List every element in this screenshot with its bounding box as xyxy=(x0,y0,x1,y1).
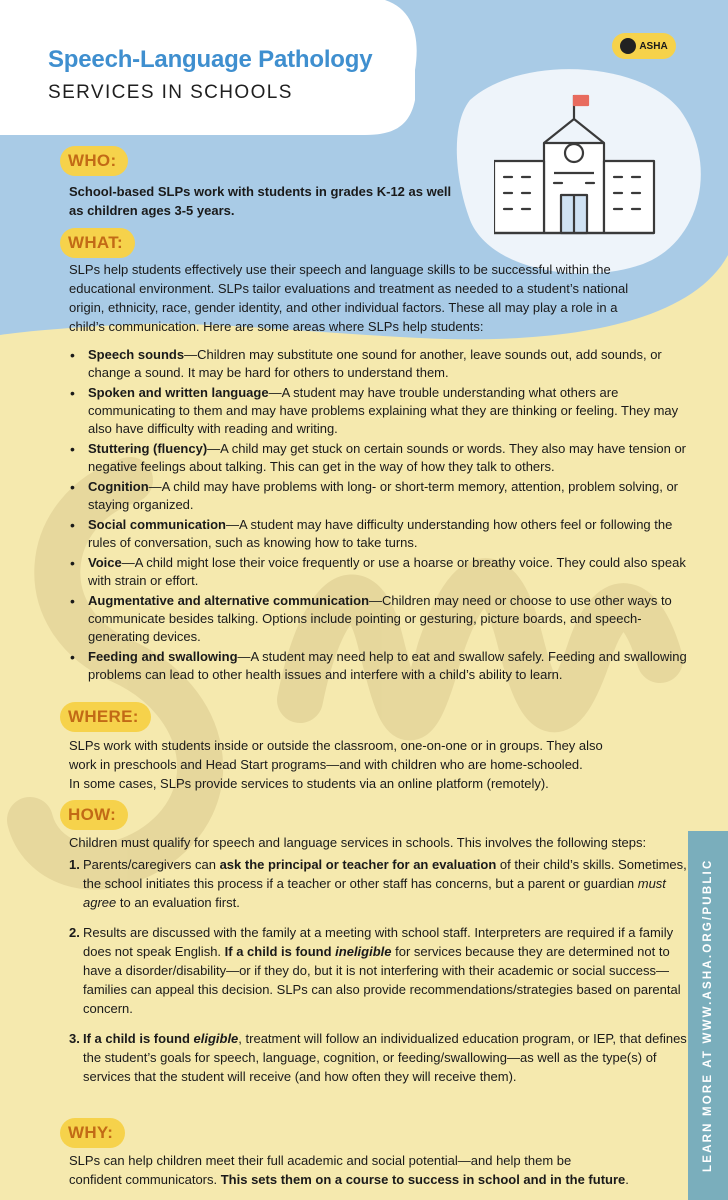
who-text xyxy=(69,182,489,220)
step-italic: ineligible xyxy=(335,944,392,959)
why-text-emphasis: This sets them on a course to success in school and in the future xyxy=(220,1172,626,1187)
list-item xyxy=(68,516,688,552)
area-text: —A child might lose their voice frequently or use a hoarse or breathy voice. They could also speak with strain or effort. xyxy=(88,555,686,588)
area-text: —A student may need help to eat and swallow safely. Feeding and swallowing problems can lead to other health issues and interfere with a child’s ability to learn. xyxy=(88,649,687,682)
what-line-2: educational environment. SLPs tailor evaluations and treatment as needed to a student’s national xyxy=(69,281,629,296)
step-emphasis: If a child is found xyxy=(83,1031,194,1046)
page-subtitle: SERVICES IN SCHOOLS xyxy=(48,82,293,103)
area-text: —A child may get stuck on certain sounds or words. They also may have tension or negative feelings about talking. This can get in the way of how they talk to others. xyxy=(88,441,687,474)
step-italic: eligible xyxy=(193,1031,239,1046)
step-text: Parents/caregivers can xyxy=(83,857,220,872)
list-item xyxy=(68,440,688,476)
who-line-1: School-based SLPs work with students in grades K-12 as well xyxy=(69,184,452,199)
area-term: Stuttering (fluency) xyxy=(88,441,208,456)
step-text: , treatment will follow an individualized education program, or IEP, that defines the student’s goals for speech, language, cognition, or feeding/swallowing—as well as the type(s) of services that the student will receive (and how often they will receive them). xyxy=(83,1031,687,1084)
list-item xyxy=(68,478,688,514)
asha-logo[interactable] xyxy=(612,33,676,59)
area-term: Social communication xyxy=(88,517,226,532)
title-block xyxy=(48,46,372,104)
asha-logo-text: ASHA xyxy=(639,40,668,52)
page-title: Speech-Language Pathology xyxy=(48,46,373,73)
what-line-3: origin, ethnicity, race, gender identity, and other individual factors. These all may play a role in a xyxy=(69,300,618,315)
step-text: Results are discussed with the family at a meeting with school staff. Interpreters are required if a family does not speak English. xyxy=(83,925,674,959)
how-heading: HOW: xyxy=(60,800,128,830)
area-term: Cognition xyxy=(88,479,149,494)
who-line-2: as children ages 3-5 years. xyxy=(69,203,235,218)
area-term: Augmentative and alternative communication xyxy=(88,593,370,608)
area-term: Speech sounds xyxy=(88,347,185,362)
list-item xyxy=(68,384,688,438)
step-number: 3. xyxy=(69,1031,80,1046)
step-2 xyxy=(69,923,689,1018)
area-text: —A student may have difficulty understanding how others feel or following the rules of conversation, such as knowing how to take turns. xyxy=(88,517,673,550)
asha-logo-mark-icon xyxy=(620,38,636,54)
area-text: —Children may need or choose to use other ways to communicate besides talking. Options include pointing or gesturing, picture boards, and speech-generating devices. xyxy=(88,593,672,644)
how-intro: Children must qualify for speech and language services in schools. This involves the following steps: xyxy=(69,835,647,850)
where-line-1: SLPs work with students inside or outside the classroom, one-on-one or in groups. They also xyxy=(69,738,603,753)
why-line-1: SLPs can help children meet their full academic and social potential—and help them be xyxy=(69,1153,572,1168)
area-term: Feeding and swallowing xyxy=(88,649,238,664)
area-term: Spoken and written language xyxy=(88,385,269,400)
step-text: of their child’s skills. Sometimes, the school initiates this process if a teacher or other staff has concerns, but a parent or guardian xyxy=(83,857,687,891)
who-heading: WHO: xyxy=(60,146,128,176)
step-text: for services because they are determined not to have a disorder/disability—or if they do, but it is not interfering with their academic or social success—families can appeal this decision. SLPs can also provide recommendations/strategies based on parental concern. xyxy=(83,944,681,1016)
area-text: —A child may have problems with long- or short-term memory, attention, problem solving, or staying organized. xyxy=(88,479,679,512)
what-line-4: child’s communication. Here are some areas where SLPs help students: xyxy=(69,319,484,334)
step-number: 1. xyxy=(69,857,80,872)
school-building-icon xyxy=(494,93,674,243)
where-heading: WHERE: xyxy=(60,702,151,732)
list-item xyxy=(68,346,688,382)
why-line-2 xyxy=(69,1170,689,1189)
list-item xyxy=(68,554,688,590)
area-text: —A student may have trouble understanding what others are communicating to them and may have problems explaining what they are thinking or feeling. They may also have difficulty with reading and writing. xyxy=(88,385,679,436)
how-steps xyxy=(69,855,689,1097)
step-emphasis: ask the principal or teacher for an evaluation xyxy=(219,857,497,872)
where-line-3: In some cases, SLPs provide services to students via an online platform (remotely). xyxy=(69,776,549,791)
why-text xyxy=(69,1151,689,1189)
where-text xyxy=(69,736,694,793)
step-text: to an evaluation first. xyxy=(116,895,240,910)
step-emphasis: If a child is found xyxy=(224,944,336,959)
step-1 xyxy=(69,855,689,912)
step-number: 2. xyxy=(69,925,80,940)
area-term: Voice xyxy=(88,555,122,570)
area-text: —Children may substitute one sound for another, leave sounds out, add sounds, or change a sound. It may be hard for others to understand them. xyxy=(88,347,662,380)
why-text-period: . xyxy=(625,1172,629,1187)
why-heading: WHY: xyxy=(60,1118,125,1148)
list-item xyxy=(68,648,688,684)
step-italic: must agree xyxy=(83,876,666,910)
list-item xyxy=(68,592,688,646)
learn-more-sidebar[interactable] xyxy=(688,831,728,1200)
step-3 xyxy=(69,1029,689,1086)
what-intro xyxy=(69,260,694,336)
why-text-plain: confident communicators. xyxy=(69,1172,221,1187)
what-heading: WHAT: xyxy=(60,228,135,258)
service-areas-list xyxy=(68,346,688,686)
where-line-2: work in preschools and Head Start programs—and with children who are home-schooled. xyxy=(69,757,583,772)
learn-more-link[interactable]: LEARN MORE AT WWW.ASHA.ORG/PUBLIC xyxy=(702,858,714,1173)
what-line-1: SLPs help students effectively use their speech and language skills to be successful within the xyxy=(69,262,611,277)
